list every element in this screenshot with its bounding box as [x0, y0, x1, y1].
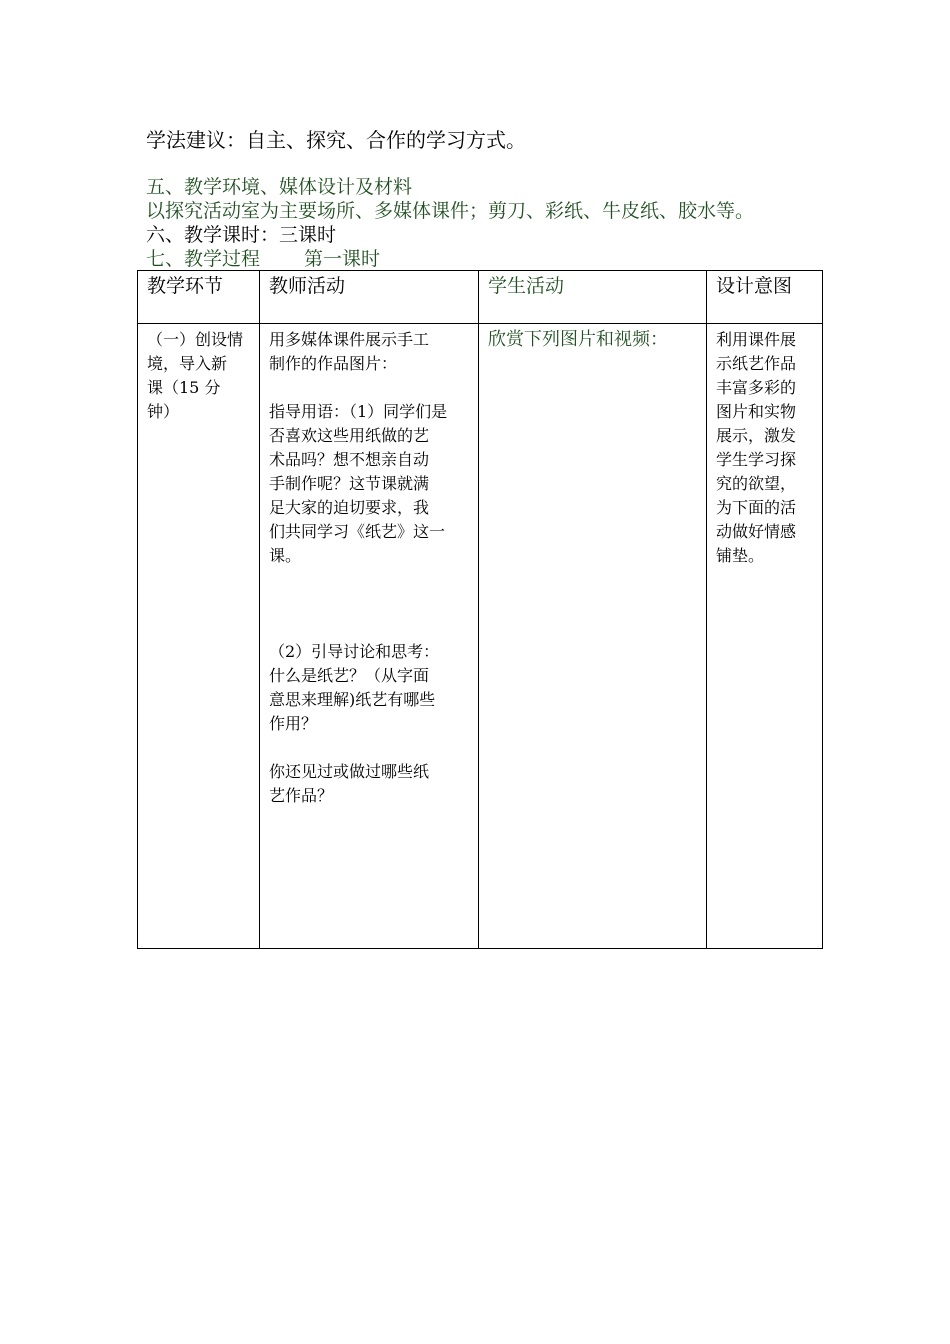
header-intent: 设计意图 [707, 271, 823, 324]
lesson-label: 第一课时 [304, 248, 381, 270]
teacher-line: 指导用语：（1）同学们是 [269, 402, 448, 421]
intent-cell [707, 324, 823, 949]
section-6-title: 六、教学课时：三课时 [146, 224, 337, 246]
teacher-line: 否喜欢这些用纸做的艺 [269, 426, 430, 445]
intent-line: 图片和实物 [716, 402, 797, 421]
intent-line: 究的欲望， [716, 474, 797, 493]
teaching-process-table [137, 270, 823, 949]
table-row [138, 324, 823, 949]
teacher-line: （2）引导讨论和思考： [269, 642, 440, 661]
stage-line: 境，导入新 [147, 354, 228, 373]
section-5-title: 五、教学环境、媒体设计及材料 [146, 176, 413, 198]
header-stage: 教学环节 [138, 271, 260, 324]
study-method-advice: 学法建议：自主、探究、合作的学习方式。 [146, 128, 526, 152]
table-header-row [138, 271, 823, 324]
intent-line: 为下面的活 [716, 498, 797, 517]
teacher-line: 们共同学习《纸艺》这一 [269, 522, 446, 541]
header-student: 学生活动 [479, 271, 707, 324]
intent-line: 学生学习探 [716, 450, 797, 469]
teacher-line: 用多媒体课件展示手工 [269, 330, 430, 349]
student-activity: 欣赏下列图片和视频： [488, 329, 668, 350]
intent-line: 铺垫。 [716, 546, 765, 565]
intent-line: 展示，激发 [716, 426, 797, 445]
stage-line: 课（15 分 [147, 378, 221, 397]
teacher-line: 意思来理解)纸艺有哪些 [269, 690, 436, 709]
teacher-line: 足大家的迫切要求，我 [269, 498, 430, 517]
section-7-heading: 七、教学过程 [146, 248, 261, 270]
teacher-cell [260, 324, 479, 949]
section-7-title [146, 244, 380, 271]
teacher-line: 术品吗？想不想亲自动 [269, 450, 430, 469]
intent-line: 丰富多彩的 [716, 378, 797, 397]
teacher-line: 制作的作品图片： [269, 354, 398, 373]
stage-line: 钟） [147, 402, 180, 421]
teacher-line: 艺作品？ [269, 786, 334, 805]
intent-line: 利用课件展 [716, 330, 797, 349]
student-cell [479, 324, 707, 949]
stage-line: （一）创设情 [147, 330, 244, 349]
section-5-body: 以探究活动室为主要场所、多媒体课件；剪刀、彩纸、牛皮纸、胶水等。 [146, 200, 755, 222]
intent-line: 示纸艺作品 [716, 354, 797, 373]
teacher-line: 你还见过或做过哪些纸 [269, 762, 430, 781]
teacher-line: 课。 [269, 546, 302, 565]
stage-cell [138, 324, 260, 949]
teacher-line: 什么是纸艺？（从字面 [269, 666, 430, 685]
teacher-line: 作用？ [269, 714, 318, 733]
header-teacher: 教师活动 [260, 271, 479, 324]
intent-line: 动做好情感 [716, 522, 797, 541]
teacher-line: 手制作呢？这节课就满 [269, 474, 430, 493]
